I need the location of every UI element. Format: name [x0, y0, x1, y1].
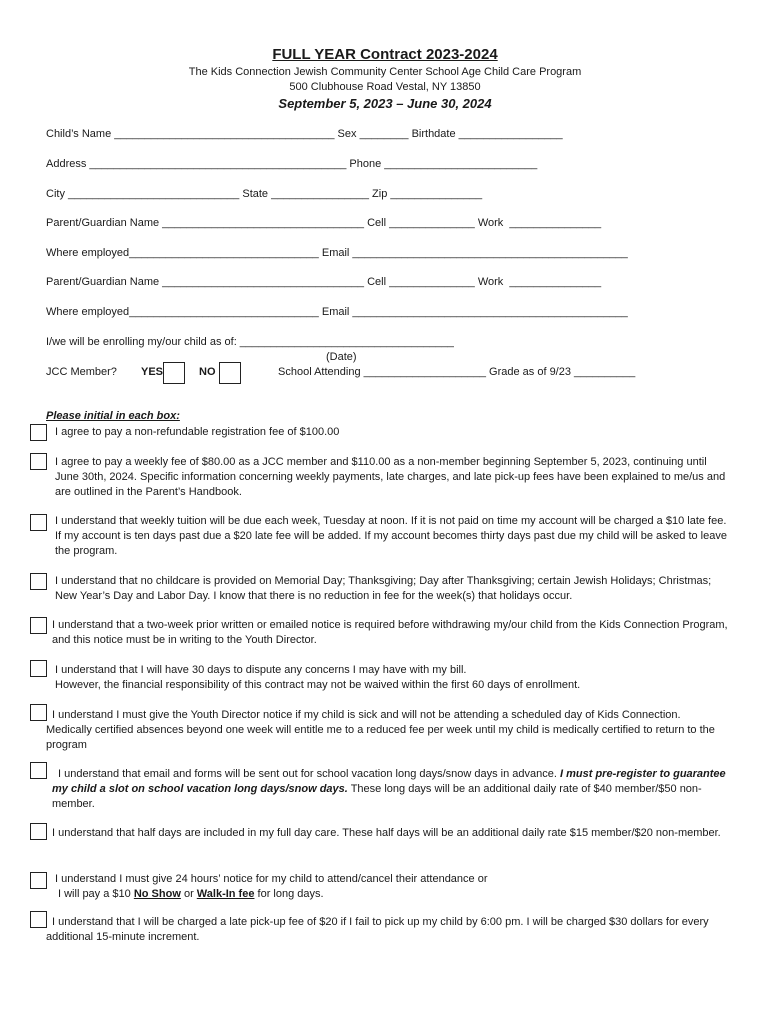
contract-dates: September 5, 2023 – June 30, 2024	[278, 96, 492, 111]
term-billing-dispute	[55, 663, 730, 693]
city-line[interactable]: City ____________________________ State ________________ Zip _______________	[46, 188, 483, 200]
no-label: NO	[199, 366, 216, 378]
term-24h-notice	[55, 872, 730, 902]
term-half-days: I understand that half days are included in my full day care. These half days will be an additional daily rate $15 member/$20 non-member.	[52, 827, 721, 839]
term-sick-notice: I understand I must give the Youth Director notice if my child is sick and will not be attending a scheduled day of Kids Connection. Medically certified absences beyond one week will entitle me to a reduced fee per week until my child is medically certified to return to the program	[46, 709, 715, 751]
no-show-fee: No Show	[133, 888, 181, 900]
term-withdrawal-notice: I understand that a two-week prior written or emailed notice is required before withdrawing my/our child from the Kids Connection Program, and this notice must be in writing to the Youth Director.	[52, 619, 728, 646]
guardian1-line[interactable]: Parent/Guardian Name _________________________________ Cell ______________ Work _______________	[46, 217, 602, 229]
jcc-no-checkbox[interactable]	[219, 362, 241, 384]
jcc-yes-checkbox[interactable]	[163, 362, 185, 384]
initial-box-tuition-due[interactable]	[30, 514, 47, 531]
address-line[interactable]: Address __________________________________________ Phone _________________________	[46, 158, 538, 170]
term-billing-line1: I understand that I will have 30 days to dispute any concerns I may have with my bill.	[55, 664, 467, 676]
term-vacation-bold: I must pre-register to guarantee my child a slot on school vacation long days/snow days.	[52, 768, 726, 795]
term-registration-fee: I agree to pay a non-refundable registration fee of $100.00	[55, 426, 340, 438]
term-billing-line2: However, the financial responsibility of this contract may not be waived within the first 60 days of enrollment.	[55, 679, 581, 691]
initial-instructions: Please initial in each box:	[46, 410, 180, 422]
term-weekly-fee: I agree to pay a weekly fee of $80.00 as a JCC member and $110.00 as a non-member beginning September 5, 2023, continuing until June 30th, 2024. Specific information concerning weekly payments, late charges, and late pick-up fees have been explained to me/us and are outlined in the Parent’s Handbook.	[55, 456, 726, 498]
initial-box-vacation-days[interactable]	[30, 762, 47, 779]
organization-address: 500 Clubhouse Road Vestal, NY 13850	[289, 81, 481, 93]
term-vacation-text: I understand that email and forms will be sent out for school vacation long days/snow days in advance.	[58, 768, 561, 780]
term-tuition-due: I understand that weekly tuition will be due each week, Tuesday at noon. If it is not paid on time my account will be charged a $10 late fee. If my account is ten days past due a $20 late fee will be added. If my account becomes thirty days past due my child will be asked to leave the program.	[55, 515, 727, 557]
term-24h-line2: I will pay a $10 No Show or Walk-In fee for long days.	[58, 888, 324, 900]
term-late-pickup: I understand that I will be charged a late pick-up fee of $20 if I fail to pick up my child by 6:00 pm. I will be charged $30 dollars for every additional 15-minute increment.	[46, 916, 709, 943]
employer1-line[interactable]: Where employed_______________________________ Email _____________________________________________	[46, 247, 628, 259]
contract-title: FULL YEAR Contract 2023-2024	[272, 46, 498, 63]
initial-box-registration[interactable]	[30, 424, 47, 441]
initial-box-billing[interactable]	[30, 660, 47, 677]
term-24h-line1: I understand I must give 24 hours’ notice for my child to attend/cancel their attendance or	[55, 873, 488, 885]
initial-box-half-days[interactable]	[30, 823, 47, 840]
initial-box-weekly-fee[interactable]	[30, 453, 47, 470]
initial-box-late-pickup[interactable]	[30, 911, 47, 928]
term-vacation-rate: These long days will be an additional daily rate of $40 member/$50 non-member.	[52, 783, 702, 810]
term-vacation-days	[52, 767, 730, 812]
walk-in-fee: Walk-In fee	[196, 888, 255, 900]
initial-box-sick-notice[interactable]	[30, 704, 47, 721]
organization-name: The Kids Connection Jewish Community Center School Age Child Care Program	[188, 66, 582, 78]
date-caption: (Date)	[326, 351, 357, 363]
initial-box-holidays[interactable]	[30, 573, 47, 590]
yes-label: YES	[141, 366, 164, 378]
school-grade-line[interactable]: School Attending ____________________ Grade as of 9/23 __________	[278, 366, 636, 378]
child-info-line[interactable]: Child’s Name ____________________________________ Sex ________ Birthdate _________________	[46, 128, 563, 140]
employer2-line[interactable]: Where employed_______________________________ Email _____________________________________________	[46, 306, 628, 318]
initial-box-24h-notice[interactable]	[30, 872, 47, 889]
initial-box-withdrawal[interactable]	[30, 617, 47, 634]
enroll-date-line[interactable]: I/we will be enrolling my/our child as of: ___________________________________	[46, 336, 454, 348]
guardian2-line[interactable]: Parent/Guardian Name _________________________________ Cell ______________ Work _______________	[46, 276, 602, 288]
term-holidays: I understand that no childcare is provided on Memorial Day; Thanksgiving; Day after Thanksgiving; certain Jewish Holidays; Christmas; New Year’s Day and Labor Day. I know that there is no reduction in fee for the week(s) that holidays occur.	[55, 575, 712, 602]
jcc-member-label: JCC Member?	[46, 366, 117, 378]
